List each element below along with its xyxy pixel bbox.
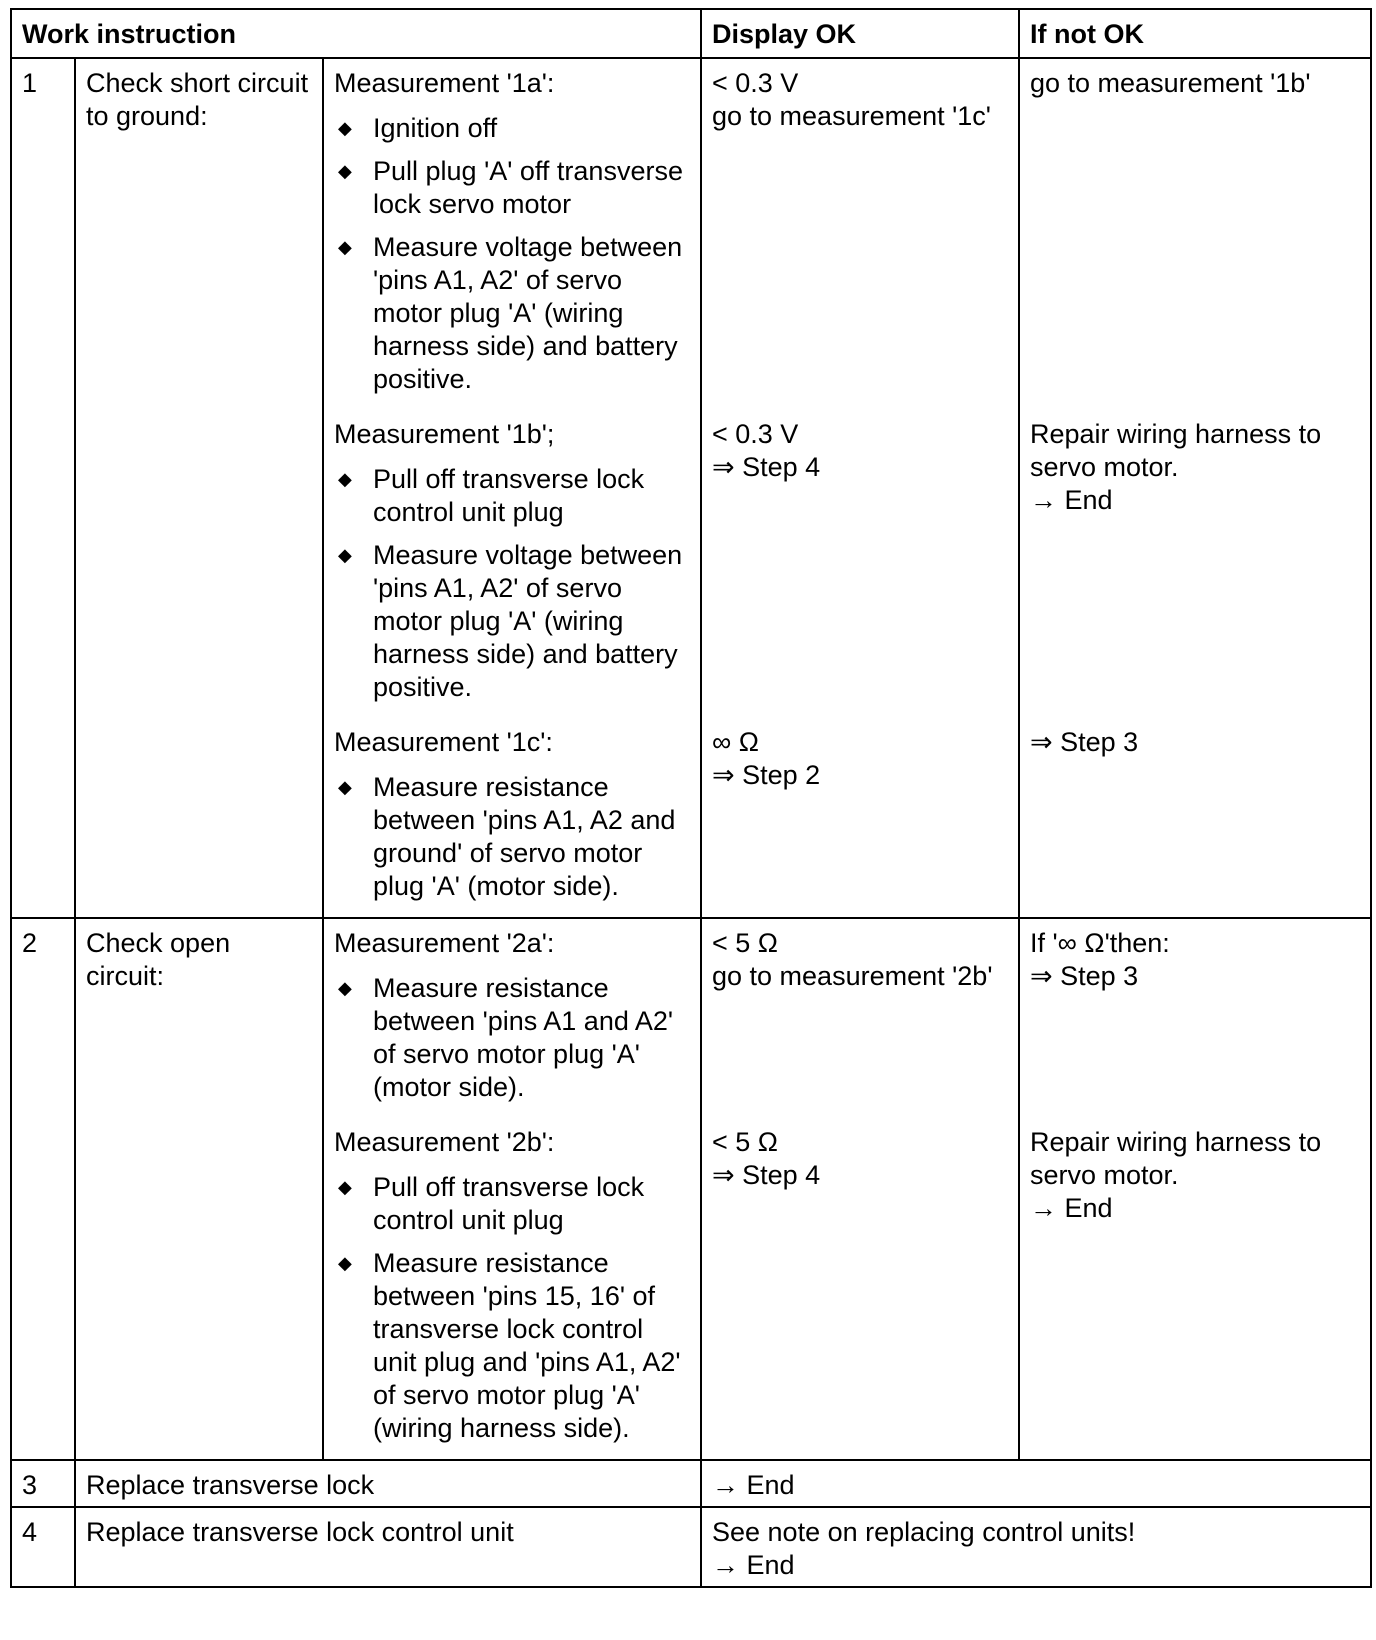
list-item: ◆ Measure resistance between 'pins A1 and A2' of servo motor plug 'A' (motor side).	[338, 973, 674, 1102]
display-ok-action: ⇒ Step 2	[712, 760, 821, 790]
display-ok-value: < 5 Ω	[712, 1127, 778, 1157]
diamond-bullet-icon: ◆	[338, 1177, 352, 1197]
if-not-ok-text: Repair wiring harness to servo motor.	[1030, 419, 1322, 482]
display-ok-cell	[701, 718, 1019, 918]
header-work-instruction: Work instruction	[11, 9, 701, 58]
bullet-list	[334, 463, 690, 704]
if-not-ok-text: If '∞ Ω'then:	[1030, 928, 1170, 958]
step-number: 2	[11, 918, 75, 1460]
if-not-ok-action: → End	[1030, 485, 1113, 515]
if-not-ok-cell	[1019, 1118, 1371, 1460]
step-title: Replace transverse lock	[75, 1460, 701, 1507]
list-item: ◆ Pull off transverse lock control unit plug	[338, 1172, 645, 1235]
step-number: 4	[11, 1507, 75, 1587]
header-row	[11, 9, 1371, 58]
result-cell	[701, 1507, 1371, 1587]
step-title: Check short circuit to ground:	[75, 58, 323, 918]
result-action: → End	[712, 1550, 795, 1580]
diamond-bullet-icon: ◆	[338, 777, 352, 797]
display-ok-value: < 0.3 V	[712, 419, 799, 449]
if-not-ok-action: go to measurement '1b'	[1030, 68, 1311, 98]
measurement-label: Measurement '1b';	[334, 419, 555, 449]
if-not-ok-text: Repair wiring harness to servo motor.	[1030, 1127, 1322, 1190]
if-not-ok-action: → End	[1030, 1193, 1113, 1223]
display-ok-value: < 5 Ω	[712, 928, 778, 958]
measurement-label: Measurement '1c':	[334, 727, 553, 757]
if-not-ok-cell	[1019, 58, 1371, 410]
display-ok-cell	[701, 410, 1019, 718]
measurement-cell	[323, 58, 701, 410]
result-action: → End	[712, 1470, 795, 1500]
result-note: See note on replacing control units!	[712, 1517, 1136, 1547]
diamond-bullet-icon: ◆	[338, 161, 352, 181]
display-ok-value: < 0.3 V	[712, 68, 799, 98]
if-not-ok-action: ⇒ Step 3	[1030, 727, 1139, 757]
measurement-cell	[323, 1118, 701, 1460]
measurement-label: Measurement '2b':	[334, 1127, 555, 1157]
step-number: 3	[11, 1460, 75, 1507]
diamond-bullet-icon: ◆	[338, 978, 352, 998]
header-display-ok: Display OK	[701, 9, 1019, 58]
display-ok-action: go to measurement '1c'	[712, 101, 991, 131]
display-ok-cell	[701, 58, 1019, 410]
bullet-list	[334, 112, 690, 396]
table-row	[11, 1460, 1371, 1507]
display-ok-cell	[701, 1118, 1019, 1460]
display-ok-action: ⇒ Step 4	[712, 452, 821, 482]
if-not-ok-cell	[1019, 718, 1371, 918]
measurement-label: Measurement '1a':	[334, 68, 555, 98]
bullet-list	[334, 1171, 690, 1445]
display-ok-value: ∞ Ω	[712, 727, 759, 757]
display-ok-action: ⇒ Step 4	[712, 1160, 821, 1190]
result-cell	[701, 1460, 1371, 1507]
step-number: 1	[11, 58, 75, 918]
if-not-ok-action: ⇒ Step 3	[1030, 961, 1139, 991]
table-row	[11, 58, 1371, 410]
step-title: Replace transverse lock control unit	[75, 1507, 701, 1587]
diamond-bullet-icon: ◆	[338, 1253, 352, 1273]
diamond-bullet-icon: ◆	[338, 469, 352, 489]
measurement-label: Measurement '2a':	[334, 928, 555, 958]
step-title: Check open circuit:	[75, 918, 323, 1460]
bullet-list	[334, 972, 690, 1104]
work-instruction-table	[10, 8, 1372, 1588]
list-item: ◆ Pull off transverse lock control unit plug	[338, 464, 645, 527]
diamond-bullet-icon: ◆	[338, 545, 352, 565]
table-row	[11, 918, 1371, 1118]
display-ok-action: go to measurement '2b'	[712, 961, 993, 991]
list-item: ◆ Measure voltage between 'pins A1, A2' of servo motor plug 'A' (wiring harness side) and battery positive.	[338, 540, 683, 702]
measurement-cell	[323, 718, 701, 918]
diamond-bullet-icon: ◆	[338, 237, 352, 257]
if-not-ok-cell	[1019, 918, 1371, 1118]
diamond-bullet-icon: ◆	[338, 118, 352, 138]
header-if-not-ok: If not OK	[1019, 9, 1371, 58]
measurement-cell	[323, 410, 701, 718]
if-not-ok-cell	[1019, 410, 1371, 718]
measurement-cell	[323, 918, 701, 1118]
list-item: ◆ Measure voltage between 'pins A1, A2' of servo motor plug 'A' (wiring harness side) and battery positive.	[338, 232, 683, 394]
list-item: ◆ Ignition off	[338, 113, 498, 143]
list-item: ◆ Measure resistance between 'pins 15, 16' of transverse lock control unit plug and 'pins A1, A2' of servo motor plug 'A' (wiring harness side).	[338, 1248, 681, 1443]
bullet-list	[334, 771, 690, 903]
display-ok-cell	[701, 918, 1019, 1118]
table-row	[11, 1507, 1371, 1587]
list-item: ◆ Measure resistance between 'pins A1, A2 and ground' of servo motor plug 'A' (motor side).	[338, 772, 676, 901]
list-item: ◆ Pull plug 'A' off transverse lock servo motor	[338, 156, 683, 219]
